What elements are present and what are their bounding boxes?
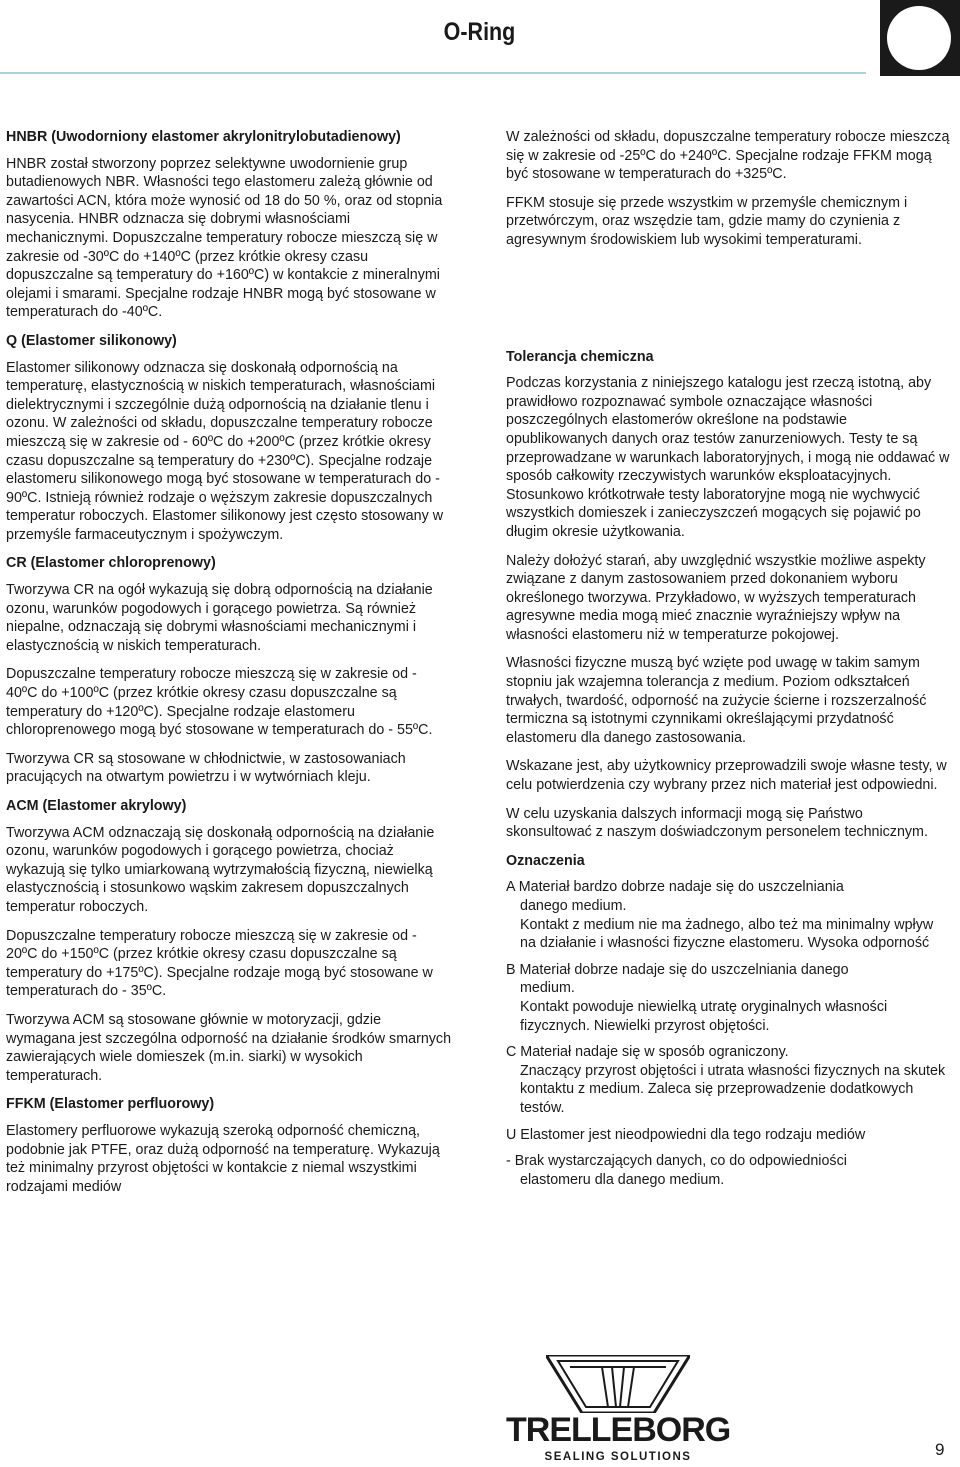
cr-paragraph-2: Dopuszczalne temperatury robocze mieszczą się w zakresie od - 40ºC do +100ºC (przez krótkie okresy czasu dopuszczalne są temperatury do +120ºC). Specjalne rodzaje elastomeru chloroprenowego mogą być stosowane w temperaturach do - 55ºC. xyxy=(6,666,433,739)
header-rule xyxy=(0,72,866,74)
legend-u-title: U Elastomer jest nieodpowiedni dla tego rodzaju mediów xyxy=(506,1126,866,1143)
legend-a-description: Kontakt z medium nie ma żadnego, albo też ma minimalny wpływ na działanie i własności fizyczne elastomeru. Wysoka odporność xyxy=(520,916,934,952)
tolerance-paragraph-2: Należy dołożyć starań, aby uwzględnić wszystkie możliwe aspekty związane z danym zastosowaniem przed dokonaniem wyboru określonego tworzywa. Przykładowo, w wyższych temperaturach agresywne media mogą mieć znacznie wyraźniejszy wpływ na własności elastomeru niż w temperaturze pokojowej. xyxy=(506,552,926,643)
legend-a-title: A Materiał bardzo dobrze nadaje się do uszczelniania xyxy=(506,879,844,896)
left-column xyxy=(6,128,452,1206)
legend-b-title: B Materiał dobrze nadaje się do uszczelniania danego xyxy=(506,961,849,978)
ffkm-paragraph-1: Elastomery perfluorowe wykazują szeroką odporność chemiczną, podobnie jak PTFE, oraz dużą odporność na temperaturę. Wykazują też minimalny przyrost objętości w kontakcie z niemal wszystkimi rodzajami mediów xyxy=(6,1122,440,1195)
ffkm-paragraph-3: FFKM stosuje się przede wszystkim w przemyśle chemicznym i przetwórczym, oraz wszędzie tam, gdzie mamy do czynienia z agresywnym środowiskiem lub wysokimi temperaturami. xyxy=(506,194,908,248)
tolerance-paragraph-1: Podczas korzystania z niniejszego katalogu jest rzeczą istotną, aby prawidłowo rozpoznawać symbole oznaczające własności poszczególnych elastomerów określone na podstawie opublikowanych danych oraz testów zanurzeniowych. Testy te są przeprowadzane w warunkach laboratoryjnych, i mogą nie oddawać w sposób całkowity rzeczywistych warunków eksploatacyjnych. Stosunkowo krótkotrwałe testy laboratoryjne mogą nie wychwycić wszystkich domieszek i zanieczyszczeń mogących się pojawić po długim okresie użytkowania. xyxy=(506,375,950,540)
legend-c-title: C Materiał nadaje się w sposób ograniczony. xyxy=(506,1044,789,1061)
legend-heading: Oznaczenia xyxy=(506,852,585,869)
acm-paragraph-2: Dopuszczalne temperatury robocze mieszczą się w zakresie od - 20ºC do +150ºC (przez krótkie okresy czasu dopuszczalne są temperatury do +175ºC). Specjalne rodzaje mogą być stosowane w temperaturach do - 35ºC. xyxy=(6,927,433,1000)
page-title: O-Ring xyxy=(443,18,515,46)
legend-dash-title: - Brak wystarczających danych, co do odpowiedniości xyxy=(506,1153,847,1170)
page-header xyxy=(0,0,960,80)
trelleborg-logo xyxy=(506,1355,730,1467)
hnbr-heading: HNBR (Uwodorniony elastomer akrylonitrylobutadienowy) xyxy=(6,129,401,145)
circle-icon xyxy=(887,6,951,70)
tolerance-paragraph-4: Wskazane jest, aby użytkownicy przeprowadzili swoje własne testy, w celu potwierdzenia czy wybrany przez nich materiał jest odpowiedni. xyxy=(506,758,947,794)
logo-wordmark: TRELLEBORG xyxy=(506,1411,731,1449)
acm-paragraph-3: Tworzywa ACM są stosowane głównie w motoryzacji, gdzie wymagana jest szczególna odporność na działanie środków smarnych zawierających wiele domieszek (m.in. siarki) w wysokich temperaturach. xyxy=(6,1011,452,1084)
legend-dash-continuation: elastomeru dla danego medium. xyxy=(520,1171,725,1188)
logo-tagline: SEALING SOLUTIONS xyxy=(544,1451,692,1463)
right-column xyxy=(506,128,952,1197)
tolerance-heading: Tolerancja chemiczna xyxy=(506,348,654,365)
header-emblem xyxy=(880,0,960,76)
tolerance-paragraph-3: Własności fizyczne muszą być wzięte pod uwagę w takim samym stopniu jak wzajemna tolerancja z medium. Poziom odkształceń trwałych, twardość, odporność na zużycie ścierne i rozszerzalność termiczna są istotnymi czynnikami określającymi przydatność elastomeru dla danego zastosowania. xyxy=(506,655,927,746)
legend-item-b xyxy=(506,961,952,1035)
acm-heading: ACM (Elastomer akrylowy) xyxy=(6,798,187,814)
cr-paragraph-1: Tworzywa CR na ogół wykazują się dobrą odpornością na działanie ozonu, warunków pogodowych i gorącego powietrza. Są również niepalne, odznaczają się dobrymi własnościami mechanicznymi i elastycznością w niskich temperaturach. xyxy=(6,582,433,654)
legend-b-description: Kontakt powoduje niewielką utratę oryginalnych własności fizycznych. Niewielki przyrost objętości. xyxy=(520,998,888,1034)
legend-item-c xyxy=(506,1043,952,1117)
page-number: 9 xyxy=(935,1440,945,1459)
tolerance-paragraph-5: W celu uzyskania dalszych informacji mogą się Państwo skonsultować z naszym doświadczonym personelem technicznym. xyxy=(506,805,928,841)
q-heading: Q (Elastomer silikonowy) xyxy=(6,332,177,349)
legend-c-description: Znaczący przyrost objętości i utrata własności fizycznych na skutek kontaktu z medium. Zaleca się przeprowadzenie dodatkowych testów. xyxy=(520,1062,946,1116)
column-spacer xyxy=(506,260,952,348)
acm-paragraph-1: Tworzywa ACM odznaczają się doskonałą odpornością na działanie ozonu, warunków pogodowych i gorącego powietrza, chociaż wykazują się tylko umiarkowaną wytrzymałością fizyczną, niewielką elastycznością i stosunkowo wąskim zakresem dopuszczalnych temperatur roboczych. xyxy=(6,824,435,915)
ffkm-paragraph-2: W zależności od składu, dopuszczalne temperatury robocze mieszczą się w zakresie od -25ºC do +240ºC. Specjalne rodzaje FFKM mogą być stosowane w temperaturach do +325ºC. xyxy=(506,129,950,183)
q-paragraph: Elastomer silikonowy odznacza się doskonałą odpornością na temperaturę, elastycznością w niskich temperaturach, własnościami dielektrycznymi i szczególnie dużą odpornością na działanie tlenu i ozonu. W zależności od składu, dopuszczalne temperatury robocze mieszczą się w zakresie od - 60ºC do +200ºC (przez krótkie okresy czasu dopuszczalne są temperatury do +230ºC). Specjalne rodzaje elastomeru silikonowego mogą być stosowane w temperaturach do - 90ºC. Istnieją również rodzaje o węższym zakresie dopuszczalnych temperatur roboczych. Elastomer silikonowy jest często stosowany w przemyśle farmaceutycznym i spożywczym. xyxy=(6,359,444,543)
cr-paragraph-3: Tworzywa CR są stosowane w chłodnictwie, w zastosowaniach pracujących na otwartym powietrzu i w wytwórniach kleju. xyxy=(6,750,406,786)
legend-item-dash xyxy=(506,1152,952,1189)
legend-item-a xyxy=(506,878,952,952)
legend-item-u xyxy=(506,1126,952,1145)
legend-a-continuation: danego medium. xyxy=(520,898,627,914)
legend-b-continuation: medium. xyxy=(520,980,575,997)
cr-heading: CR (Elastomer chloroprenowy) xyxy=(6,555,216,572)
ffkm-heading: FFKM (Elastomer perfluorowy) xyxy=(6,1096,215,1113)
trelleborg-emblem-icon xyxy=(546,1355,690,1413)
hnbr-paragraph: HNBR został stworzony poprzez selektywne uwodornienie grup butadienowych NBR. Własności tego elastomeru zależą głównie od zawartości ACN, która może wynosić od 18 do 50 %, oraz od stopnia nasycenia. HNBR odznacza się dobrymi własnościami mechanicznymi. Dopuszczalne temperatury robocze mieszczą się w zakresie od -30ºC do +140ºC (przez krótkie okresy czasu dopuszczalne są temperatury do +160ºC) w kontakcie z mineralnymi olejami i smarami. Specjalne rodzaje HNBR mogą być stosowane w temperaturach do -40ºC. xyxy=(6,155,443,321)
